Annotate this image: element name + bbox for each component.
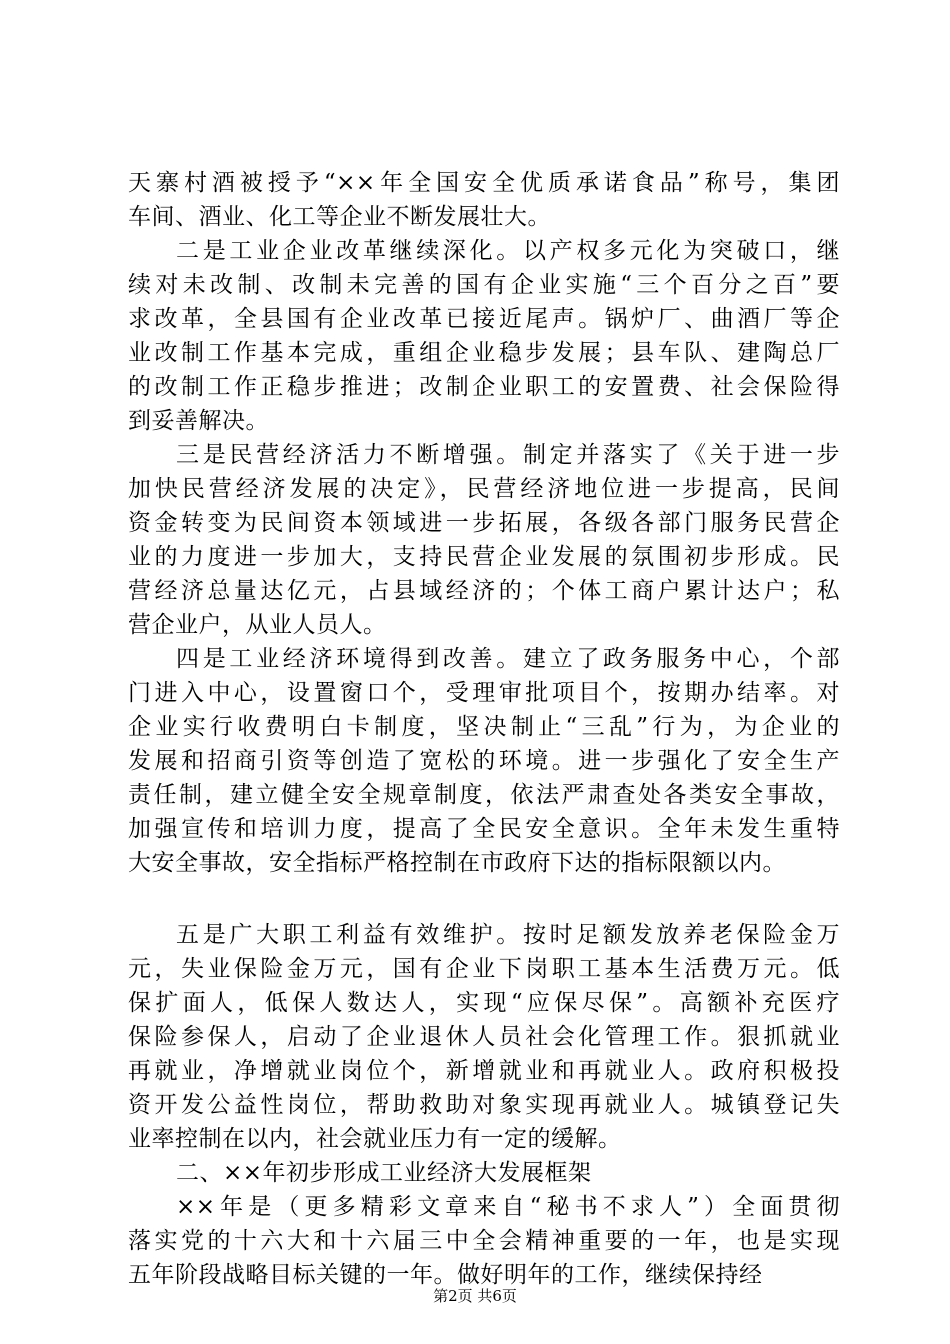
text-line: 责任制，建立健全安全规章制度，依法严肃查处各类安全事故， [128,782,840,808]
text-line: 五年阶段战略目标关键的一年。做好明年的工作，继续保持经 [128,1262,763,1288]
paragraph [128,918,840,1156]
paragraph [128,166,840,234]
text-line: 车间、酒业、化工等企业不断发展壮大。 [128,204,551,230]
paragraph [128,234,840,438]
text-line: 加快民营经济发展的决定》，民营经济地位进一步提高，民间 [128,476,840,502]
text-line: 营企业户，从业人员人。 [128,612,387,638]
document-body [128,166,840,1292]
text-line: 续对未改制、改制未完善的国有企业实施“三个百分之百”要 [128,272,840,298]
text-line: 资金转变为民间资本领域进一步拓展，各级各部门服务民营企 [128,510,840,536]
text-line: 门进入中心，设置窗口个，受理审批项目个，按期办结率。对 [128,680,840,706]
text-line: 业率控制在以内，社会就业压力有一定的缓解。 [128,1126,622,1152]
text-line: 企业实行收费明白卡制度，坚决制止“三乱”行为，为企业的 [128,714,840,740]
paragraph [128,1156,840,1190]
text-line: ××年是（更多精彩文章来自“秘书不求人”）全面贯彻 [176,1194,840,1220]
page-footer: 第2页 共6页 [433,1287,517,1305]
text-line: 业改制工作基本完成，重组企业稳步发展；县车队、建陶总厂 [128,340,840,366]
text-line: 落实党的十六大和十六届三中全会精神重要的一年，也是实现 [128,1228,840,1254]
text-line: 再就业，净增就业岗位个，新增就业和再就业人。政府积极投 [128,1058,840,1084]
text-line: 营经济总量达亿元，占县域经济的；个体工商户累计达户；私 [128,578,840,604]
text-line: 五是广大职工利益有效维护。按时足额发放养老保险金万 [176,922,840,948]
text-line: 保险参保人，启动了企业退休人员社会化管理工作。狠抓就业 [128,1024,840,1050]
text-line: 业的力度进一步加大，支持民营企业发展的氛围初步形成。民 [128,544,840,570]
text-line: 二是工业企业改革继续深化。以产权多元化为突破口，继 [176,238,840,264]
text-line: 发展和招商引资等创造了宽松的环境。进一步强化了安全生产 [128,748,840,774]
text-line: 天寨村酒被授予“××年全国安全优质承诺食品”称号，集团 [128,170,840,196]
text-line: 四是工业经济环境得到改善。建立了政务服务中心，个部 [176,646,840,672]
text-line: 元，失业保险金万元，国有企业下岗职工基本生活费万元。低 [128,956,840,982]
paragraph-spacer [128,880,840,918]
paragraph [128,642,840,880]
text-line: 到妥善解决。 [128,408,269,434]
text-line: 三是民营经济活力不断增强。制定并落实了《关于进一步 [176,442,840,468]
text-line: 大安全事故，安全指标严格控制在市政府下达的指标限额以内。 [128,850,786,876]
text-line: 的改制工作正稳步推进；改制企业职工的安置费、社会保险得 [128,374,840,400]
text-line: 资开发公益性岗位，帮助救助对象实现再就业人。城镇登记失 [128,1092,840,1118]
paragraph [128,1190,840,1292]
text-line: 二、××年初步形成工业经济大发展框架 [176,1160,592,1186]
text-line: 求改革，全县国有企业改革已接近尾声。锅炉厂、曲酒厂等企 [128,306,840,332]
text-line: 加强宣传和培训力度，提高了全民安全意识。全年未发生重特 [128,816,840,842]
paragraph [128,438,840,642]
text-line: 保扩面人，低保人数达人，实现“应保尽保”。高额补充医疗 [128,990,840,1016]
